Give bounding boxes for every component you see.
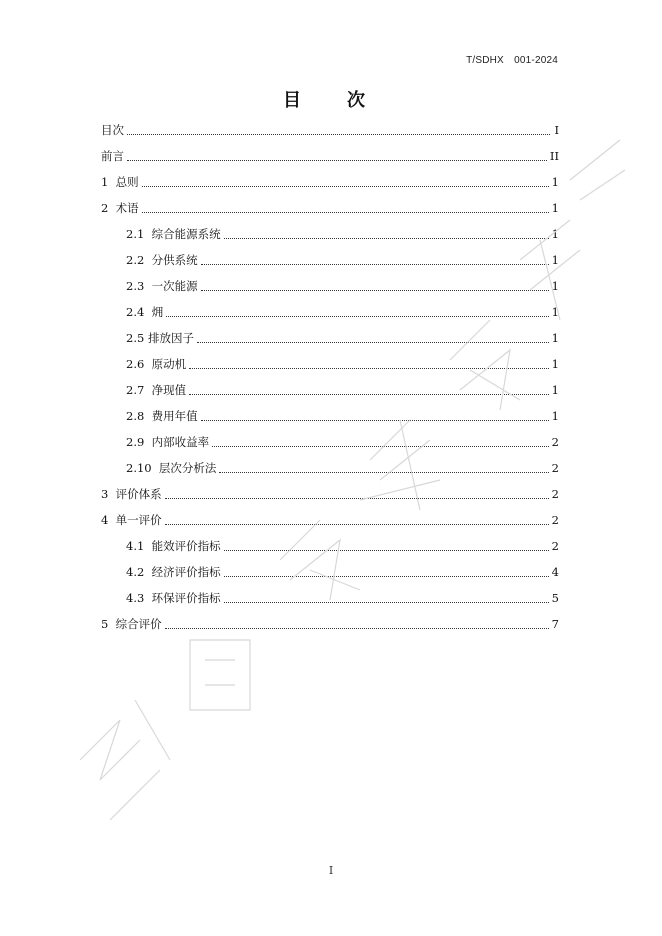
- toc-entry-page: 2: [551, 539, 559, 553]
- toc-entry-label: 5 综合评价: [101, 617, 162, 631]
- toc-entry[interactable]: [101, 429, 559, 455]
- page-number: I: [328, 864, 334, 877]
- toc-entry[interactable]: [101, 273, 559, 299]
- toc-entry-page: 2: [551, 435, 559, 449]
- toc-entry-page: 1: [551, 253, 559, 267]
- toc-leader-dots: [142, 211, 549, 213]
- toc-entry-label: 4.1 能效评价指标: [126, 539, 221, 553]
- toc-entry-label: 目次: [101, 123, 124, 137]
- toc-leader-dots: [165, 523, 549, 525]
- toc-entry-page: 5: [551, 591, 559, 605]
- toc-entry-label: 2.2 分供系统: [126, 253, 198, 267]
- table-of-contents: [101, 117, 559, 637]
- toc-entry[interactable]: [101, 221, 559, 247]
- toc-entry-label: 2.5 排放因子: [126, 331, 194, 345]
- toc-leader-dots: [201, 289, 549, 291]
- toc-entry[interactable]: [101, 559, 559, 585]
- toc-entry-page: 1: [551, 305, 559, 319]
- toc-entry[interactable]: [101, 169, 559, 195]
- toc-leader-dots: [201, 263, 549, 265]
- toc-entry[interactable]: [101, 247, 559, 273]
- toc-entry[interactable]: [101, 533, 559, 559]
- toc-leader-dots: [165, 497, 549, 499]
- toc-entry-page: 2: [551, 461, 559, 475]
- toc-entry-page: 4: [551, 565, 559, 579]
- watermark-stroke: [570, 140, 625, 200]
- toc-entry[interactable]: [101, 117, 559, 143]
- toc-entry-label: 2.9 内部收益率: [126, 435, 210, 449]
- toc-entry[interactable]: [101, 325, 559, 351]
- toc-entry[interactable]: [101, 507, 559, 533]
- toc-entry[interactable]: [101, 403, 559, 429]
- toc-entry-label: 2.8 费用年值: [126, 409, 198, 423]
- toc-leader-dots: [197, 341, 549, 343]
- toc-entry-page: 1: [551, 409, 559, 423]
- header-doc-code: T/SDHX 001-2024: [466, 55, 558, 66]
- toc-entry[interactable]: [101, 377, 559, 403]
- toc-leader-dots: [166, 315, 549, 317]
- toc-leader-dots: [201, 419, 549, 421]
- toc-leader-dots: [224, 601, 549, 603]
- toc-entry-label: 2.1 综合能源系统: [126, 227, 221, 241]
- toc-entry-label: 2.10 层次分析法: [126, 461, 217, 475]
- toc-entry-label: 1 总则: [101, 175, 139, 189]
- toc-leader-dots: [127, 133, 550, 135]
- toc-entry-label: 2.7 净现值: [126, 383, 187, 397]
- watermark-stroke: [190, 640, 250, 710]
- toc-entry-page: 1: [551, 227, 559, 241]
- toc-entry[interactable]: [101, 481, 559, 507]
- toc-entry-label: 4 单一评价: [101, 513, 162, 527]
- toc-leader-dots: [142, 185, 549, 187]
- toc-leader-dots: [219, 471, 548, 473]
- toc-leader-dots: [127, 159, 547, 161]
- toc-entry[interactable]: [101, 143, 559, 169]
- toc-leader-dots: [189, 367, 549, 369]
- toc-entry[interactable]: [101, 611, 559, 637]
- toc-entry-label: 2.6 原动机: [126, 357, 187, 371]
- toc-entry-page: II: [549, 149, 559, 163]
- watermark-text: 全国团体标准信息平台: [40, 120, 50, 121]
- toc-entry[interactable]: [101, 195, 559, 221]
- watermark-stroke: [80, 700, 170, 820]
- toc-entry-label: 4.3 环保评价指标: [126, 591, 221, 605]
- toc-entry-label: 前言: [101, 149, 124, 163]
- toc-entry-label: 2.3 一次能源: [126, 279, 198, 293]
- toc-entry-page: 2: [551, 487, 559, 501]
- toc-entry-page: 1: [551, 279, 559, 293]
- toc-entry-page: 1: [551, 383, 559, 397]
- page-title: 目 次: [283, 90, 379, 111]
- toc-entry-page: 2: [551, 513, 559, 527]
- toc-entry[interactable]: [101, 455, 559, 481]
- toc-entry[interactable]: [101, 585, 559, 611]
- toc-entry-label: 3 评价体系: [101, 487, 162, 501]
- toc-entry-label: 4.2 经济评价指标: [126, 565, 221, 579]
- toc-leader-dots: [189, 393, 549, 395]
- toc-entry-page: 1: [551, 357, 559, 371]
- toc-entry[interactable]: [101, 351, 559, 377]
- toc-entry-page: 1: [551, 331, 559, 345]
- toc-entry-page: 1: [551, 201, 559, 215]
- toc-entry-page: 7: [551, 617, 559, 631]
- toc-entry-page: 1: [551, 175, 559, 189]
- toc-leader-dots: [224, 575, 549, 577]
- toc-leader-dots: [224, 237, 549, 239]
- toc-leader-dots: [165, 627, 549, 629]
- toc-entry-page: I: [552, 123, 559, 137]
- toc-leader-dots: [224, 549, 549, 551]
- toc-entry-label: 2 术语: [101, 201, 139, 215]
- toc-entry[interactable]: [101, 299, 559, 325]
- toc-entry-label: 2.4 㶲: [126, 305, 164, 319]
- toc-leader-dots: [212, 445, 549, 447]
